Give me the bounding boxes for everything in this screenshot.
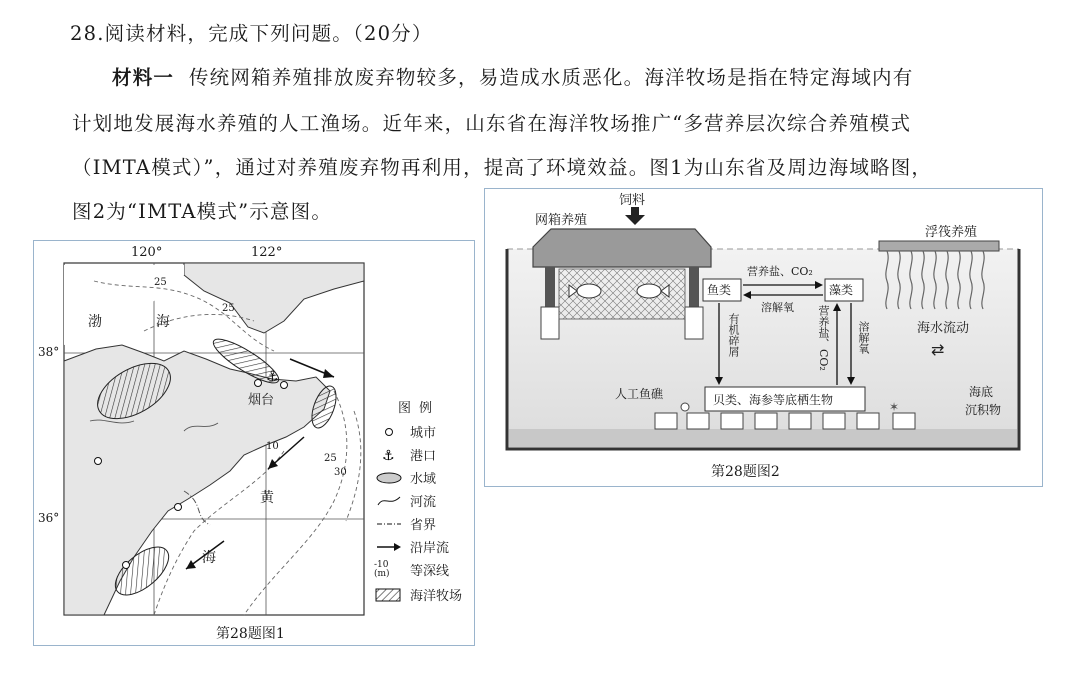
label-fish: 鱼类 <box>707 283 732 297</box>
material-line-1 <box>112 62 913 90</box>
city-symbol-icon <box>374 424 404 440</box>
contour-label: 25 <box>154 277 167 288</box>
material-line-2: 计划地发展海水养殖的人工渔场。近年来，山东省在海洋牧场推广“多营养层次综合养殖模式 <box>72 112 912 135</box>
raft <box>879 241 999 251</box>
label-raft: 浮筏养殖 <box>925 225 978 240</box>
province-border-icon <box>374 516 404 532</box>
lon-122: 122° <box>251 245 283 260</box>
sea-label-hai-1: 海 <box>156 314 170 330</box>
label-sediment-2: 沉积物 <box>965 403 1002 417</box>
hatch-icon <box>374 587 404 603</box>
lat-38: 38° <box>38 345 60 359</box>
legend-city: 城市 <box>374 422 436 441</box>
figure-2-caption: 第28题图2 <box>711 464 780 480</box>
figure-1-caption: 第28题图1 <box>216 626 285 642</box>
cage-platform <box>533 229 711 267</box>
material-label: 材料一 <box>112 66 175 89</box>
contour-label: 10 <box>266 441 279 452</box>
anchor-icon: ⚓ <box>266 369 279 385</box>
city-marker <box>175 504 182 511</box>
material-line-1-text: 传统网箱养殖排放废弃物较多，易造成水质恶化。海洋牧场是指在特定海域内有 <box>188 66 914 89</box>
legend-port: ⚓ 港口 <box>374 445 436 464</box>
question-title: 28.阅读材料，完成下列问题。（20分） <box>70 22 433 45</box>
legend-isobath: -10 (m) 等深线 <box>374 559 450 579</box>
shell-icon <box>681 403 689 411</box>
anchor-icon <box>374 447 404 463</box>
label-sediment-1: 海底 <box>969 385 994 399</box>
label-oxygen-side: 溶解氧 <box>857 321 870 354</box>
legend-ranch: 海洋牧场 <box>374 585 462 604</box>
label-cage: 网箱养殖 <box>535 213 588 228</box>
legend-current: 沿岸流 <box>374 537 449 556</box>
legend-river: 河流 <box>374 491 436 510</box>
svg-text:⚓: ⚓ <box>382 447 395 463</box>
label-current: 海水流动 <box>917 321 970 336</box>
city-marker <box>123 562 130 569</box>
city-label-yantai: 烟台 <box>248 393 275 408</box>
city-marker <box>255 380 262 387</box>
water-body-icon <box>374 470 404 486</box>
label-benthic: 贝类、海参等底栖生物 <box>713 393 834 407</box>
figure-1-map <box>33 240 475 646</box>
contour-label: 25 <box>222 303 235 314</box>
city-marker <box>95 458 102 465</box>
legend-water: 水域 <box>374 468 436 487</box>
figure-2-imta-diagram <box>484 188 1043 487</box>
label-algae: 藻类 <box>829 283 854 297</box>
label-organic: 有机碎屑 <box>727 313 740 357</box>
legend-title: 图例 <box>398 401 441 416</box>
double-arrow-icon: ⇄ <box>931 340 945 359</box>
buoy <box>541 307 559 339</box>
lon-120: 120° <box>131 245 163 260</box>
sea-label-hai-2: 海 <box>202 550 216 566</box>
city-marker <box>281 382 288 389</box>
buoy <box>685 307 703 339</box>
sea-label-huang: 黄 <box>260 490 274 506</box>
arrow-down-icon <box>625 207 645 225</box>
starfish-icon: ✶ <box>889 400 900 414</box>
material-line-4: 图2为“IMTA模式”示意图。 <box>72 200 333 223</box>
sea-label-bo: 渤 <box>88 314 102 330</box>
river-icon <box>374 493 404 509</box>
legend-border: 省界 <box>374 514 436 533</box>
label-nutrients-side: 营养盐、CO₂ <box>817 305 830 371</box>
label-nutrients-top: 营养盐、CO₂ <box>747 265 813 278</box>
label-oxygen-top: 溶解氧 <box>761 301 794 314</box>
label-reef: 人工鱼礁 <box>615 387 664 401</box>
contour-label: 25 <box>324 453 337 464</box>
lat-36: 36° <box>38 511 60 525</box>
isobath-icon: -10 (m) <box>374 559 390 579</box>
arrow-icon <box>374 539 404 555</box>
label-feed: 饲料 <box>619 193 646 208</box>
material-line-3: （IMTA模式）”，通过对养殖废弃物再利用，提高了环境效益。图1为山东省及周边海域略图， <box>72 156 933 179</box>
contour-label: 30 <box>334 467 347 478</box>
